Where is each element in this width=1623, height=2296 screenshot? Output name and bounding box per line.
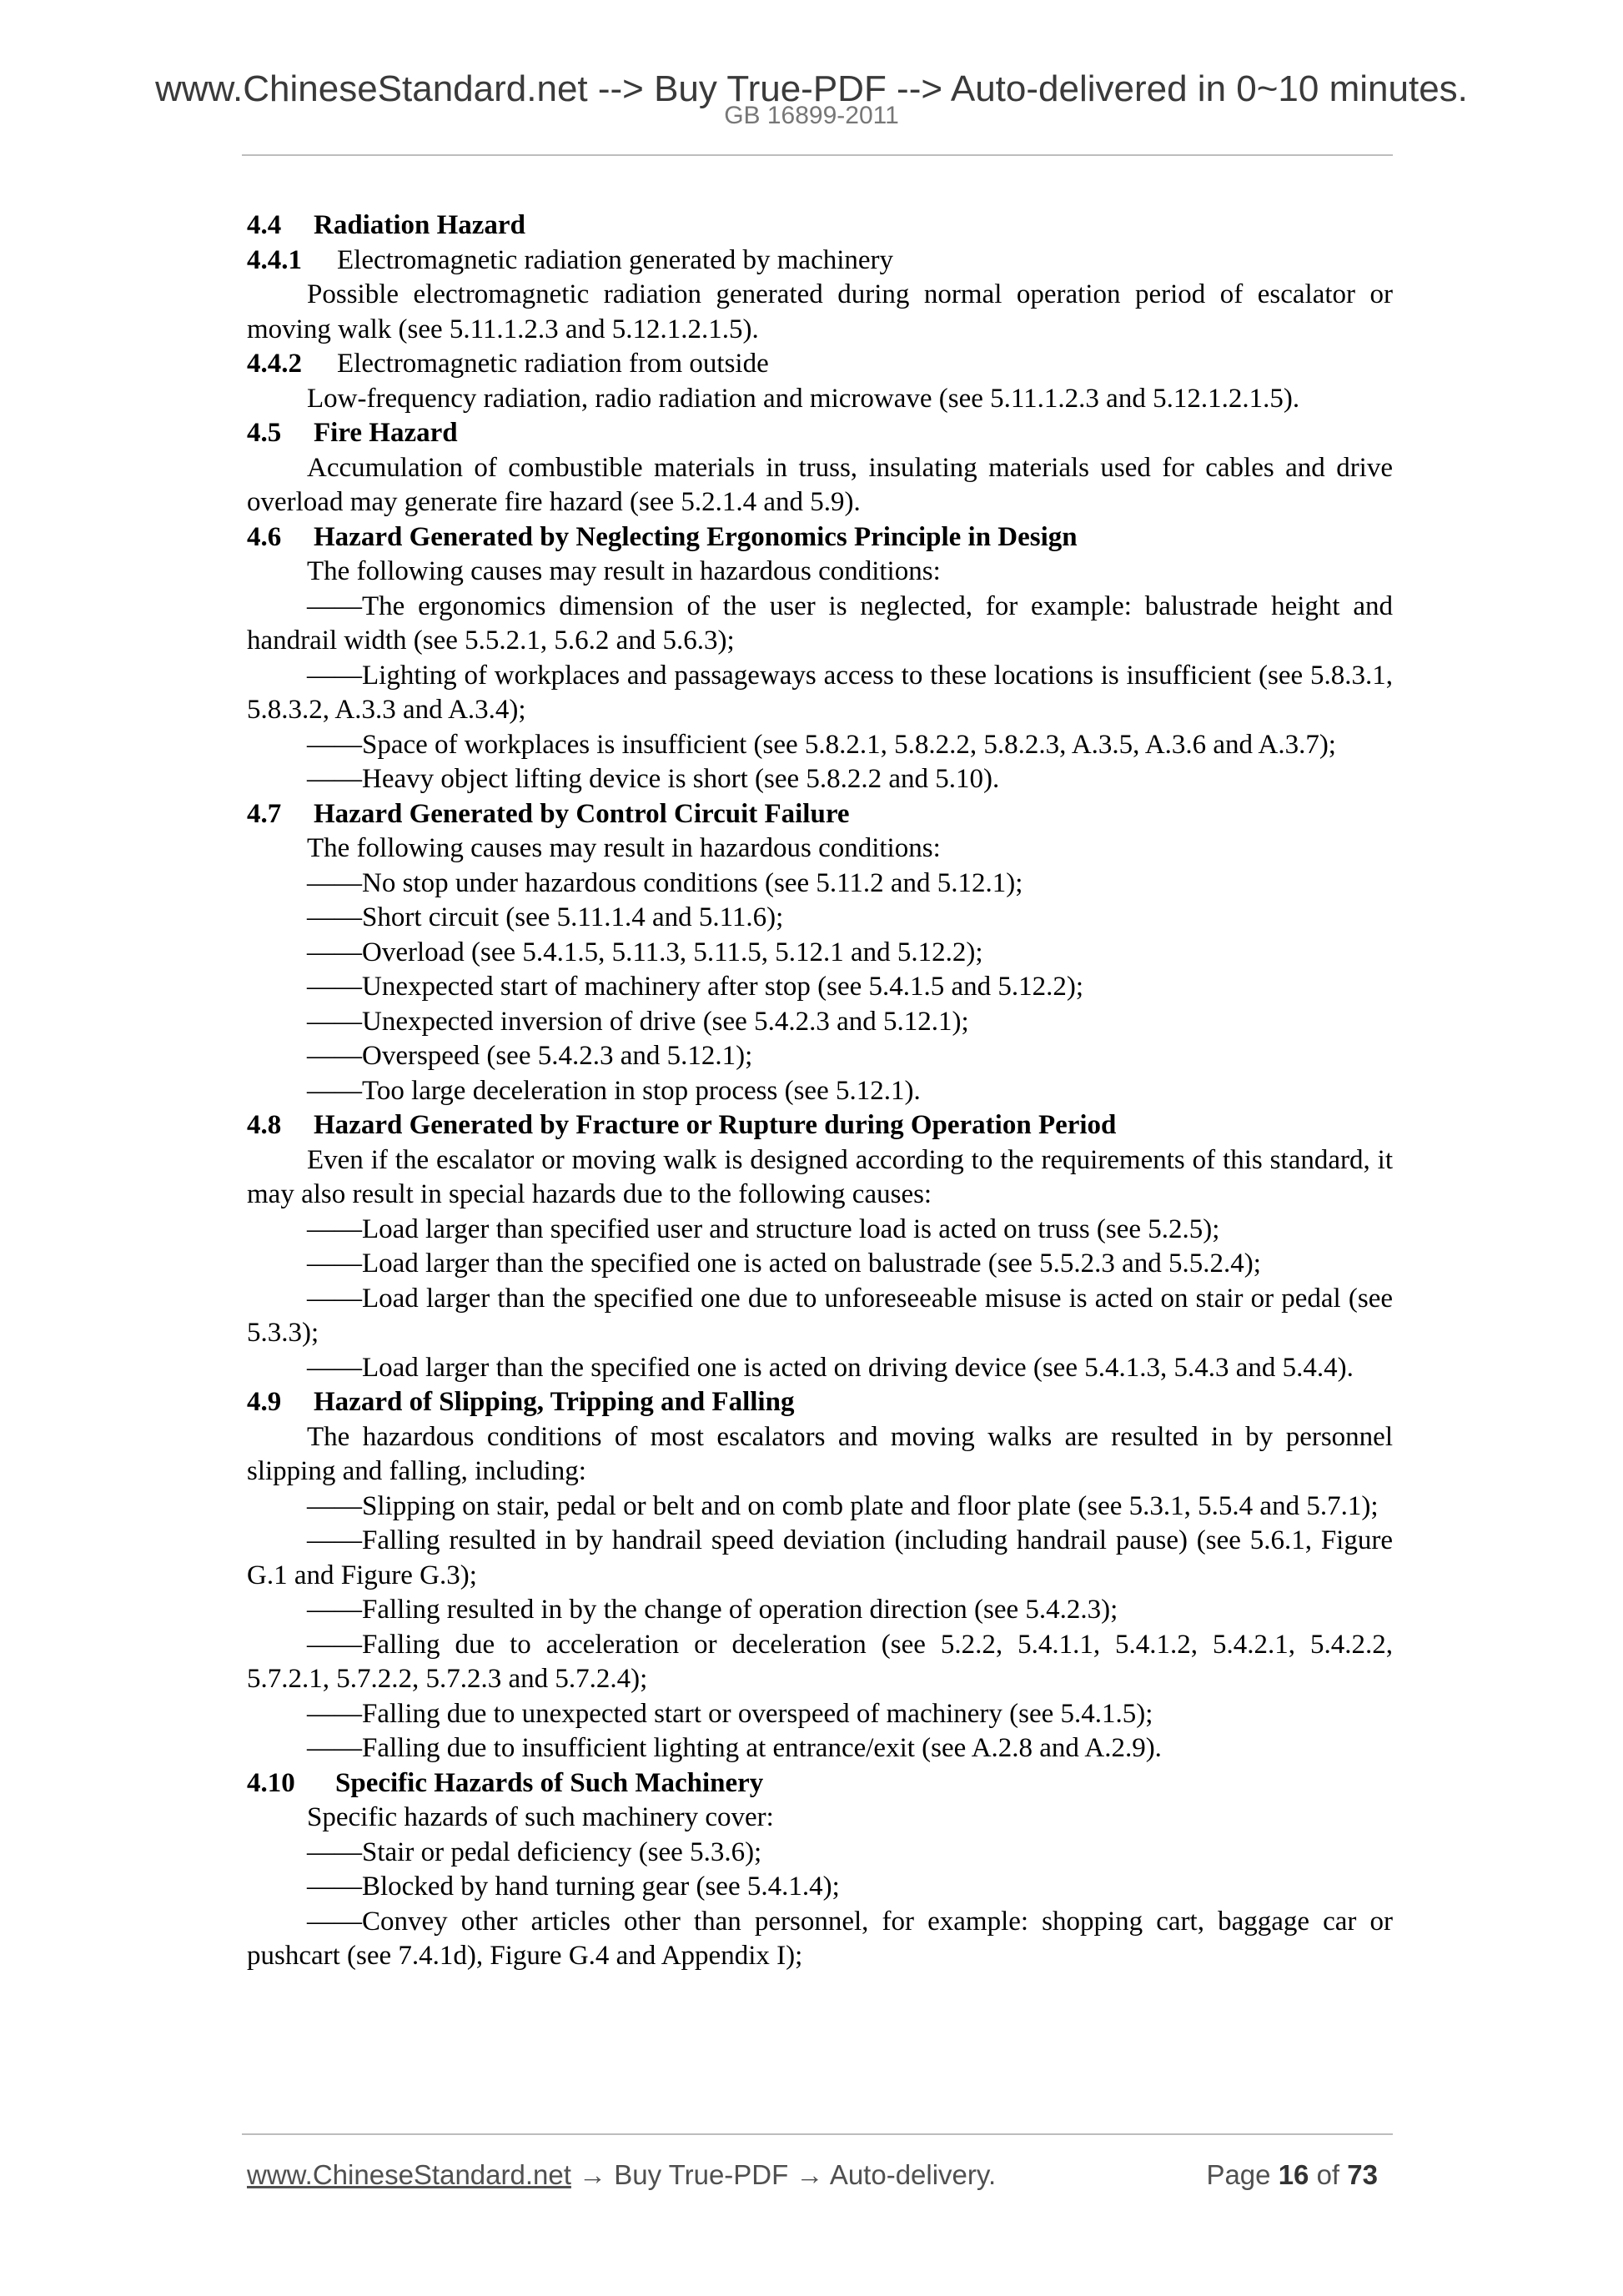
- list-item: ——No stop under hazardous conditions (see 5.11.2 and 5.12.1);: [307, 867, 1023, 898]
- list-item: ——Falling due to unexpected start or overspeed of machinery (see 5.4.1.5);: [307, 1698, 1153, 1729]
- list-item: ——Stair or pedal deficiency (see 5.3.6);: [307, 1836, 762, 1867]
- list-item: ——Too large deceleration in stop process (see 5.12.1).: [307, 1075, 921, 1106]
- footer-divider: [242, 2133, 1393, 2135]
- list-item: ——Lighting of workplaces and passageways access to these locations is insufficient (see 5.8.3.1, 5.8.3.2, A.3.3 and A.3.4);: [247, 660, 1393, 725]
- footer-link[interactable]: www.ChineseStandard.net: [247, 2159, 571, 2190]
- paragraph: The hazardous conditions of most escalators and moving walks are resulted in by personnel slipping and falling, including:: [247, 1421, 1393, 1486]
- list-item: ——Overload (see 5.4.1.5, 5.11.3, 5.11.5, 5.12.1 and 5.12.2);: [307, 937, 983, 967]
- list-item: ——Heavy object lifting device is short (see 5.8.2.2 and 5.10).: [307, 764, 1000, 794]
- section-heading-4-10: 4.10 Specific Hazards of Such Machinery: [247, 1767, 764, 1798]
- footer-promo: [247, 2158, 996, 2192]
- section-heading-4-5: 4.5 Fire Hazard: [247, 418, 458, 448]
- paragraph: Accumulation of combustible materials in truss, insulating materials used for cables and drive overload may generate fire hazard (see 5.2.1.4 and 5.9).: [247, 452, 1393, 517]
- section-heading-4-6: 4.6 Hazard Generated by Neglecting Ergonomics Principle in Design: [247, 521, 1078, 552]
- list-item: ——Space of workplaces is insufficient (see 5.8.2.1, 5.8.2.2, 5.8.2.3, A.3.5, A.3.6 and A.3.7);: [307, 729, 1336, 760]
- list-item: ——Unexpected start of machinery after stop (see 5.4.1.5 and 5.12.2);: [307, 972, 1084, 1002]
- header-divider: [242, 154, 1393, 156]
- list-item: ——The ergonomics dimension of the user is neglected, for example: balustrade height and handrail width (see 5.5.2.1, 5.6.2 and 5.6.3);: [247, 590, 1393, 656]
- page-indicator: Page 16 of 73: [1206, 2159, 1378, 2190]
- list-item: ——Blocked by hand turning gear (see 5.4.1.4);: [307, 1871, 840, 1902]
- section-heading-4-8: 4.8 Hazard Generated by Fracture or Rupture during Operation Period: [247, 1110, 1117, 1140]
- footer-promo-text: → Buy True-PDF → Auto-delivery.: [570, 2159, 997, 2190]
- list-item: ——Falling resulted in by the change of operation direction (see 5.4.2.3);: [307, 1595, 1118, 1625]
- paragraph: The following causes may result in hazardous conditions:: [307, 833, 941, 863]
- list-item: ——Short circuit (see 5.11.1.4 and 5.11.6);: [307, 902, 784, 932]
- list-item: ——Falling due to acceleration or deceleration (see 5.2.2, 5.4.1.1, 5.4.1.2, 5.4.2.1, 5.4.2.2, 5.7.2.1, 5.7.2.2, 5.7.2.3 and 5.7.2.4);: [247, 1629, 1393, 1694]
- paragraph: Possible electromagnetic radiation generated during normal operation period of escalator or moving walk (see 5.11.1.2.3 and 5.12.1.2.1.5).: [247, 279, 1393, 344]
- section-heading-4-7: 4.7 Hazard Generated by Control Circuit Failure: [247, 798, 850, 829]
- document-body: [247, 208, 1393, 1974]
- paragraph: Specific hazards of such machinery cover:: [307, 1802, 774, 1832]
- list-item: ——Load larger than the specified one is acted on balustrade (see 5.5.2.3 and 5.5.2.4);: [307, 1248, 1261, 1279]
- list-item: ——Load larger than specified user and structure load is acted on truss (see 5.2.5);: [307, 1213, 1220, 1244]
- list-item: ——Unexpected inversion of drive (see 5.4.2.3 and 5.12.1);: [307, 1006, 969, 1037]
- subsection-heading-4-4-2: 4.4.2 Electromagnetic radiation from outside: [247, 349, 769, 379]
- list-item: ——Falling resulted in by handrail speed deviation (including handrail pause) (see 5.6.1, Figure G.1 and Figure G.3);: [247, 1525, 1393, 1590]
- paragraph: Even if the escalator or moving walk is designed according to the requirements of this standard, it may also result in special hazards due to the following causes:: [247, 1144, 1393, 1209]
- list-item: ——Load larger than the specified one due to unforeseeable misuse is acted on stair or pedal (see 5.3.3);: [247, 1283, 1393, 1348]
- header-banner: www.ChineseStandard.net --> Buy True-PDF --> Auto-delivered in 0~10 minutes.: [155, 68, 1468, 109]
- list-item: ——Convey other articles other than personnel, for example: shopping cart, baggage car or pushcart (see 7.4.1d), Figure G.4 and Appendix I);: [247, 1906, 1393, 1971]
- list-item: ——Overspeed (see 5.4.2.3 and 5.12.1);: [307, 1041, 753, 1071]
- list-item: ——Falling due to insufficient lighting at entrance/exit (see A.2.8 and A.2.9).: [307, 1733, 1162, 1763]
- list-item: ——Slipping on stair, pedal or belt and on comb plate and floor plate (see 5.3.1, 5.5.4 and 5.7.1);: [307, 1490, 1379, 1521]
- section-heading-4-4: 4.4 Radiation Hazard: [247, 210, 525, 240]
- page-total: 73: [1347, 2159, 1378, 2190]
- section-heading-4-9: 4.9 Hazard of Slipping, Tripping and Falling: [247, 1387, 795, 1417]
- list-item: ——Load larger than the specified one is acted on driving device (see 5.4.1.3, 5.4.3 and 5.4.4).: [307, 1352, 1354, 1383]
- standard-id: GB 16899-2011: [724, 102, 899, 129]
- subsection-heading-4-4-1: 4.4.1 Electromagnetic radiation generated by machinery: [247, 244, 894, 275]
- paragraph: The following causes may result in hazardous conditions:: [307, 556, 941, 586]
- page-current: 16: [1278, 2159, 1309, 2190]
- paragraph: Low-frequency radiation, radio radiation and microwave (see 5.11.1.2.3 and 5.12.1.2.1.5).: [307, 383, 1300, 414]
